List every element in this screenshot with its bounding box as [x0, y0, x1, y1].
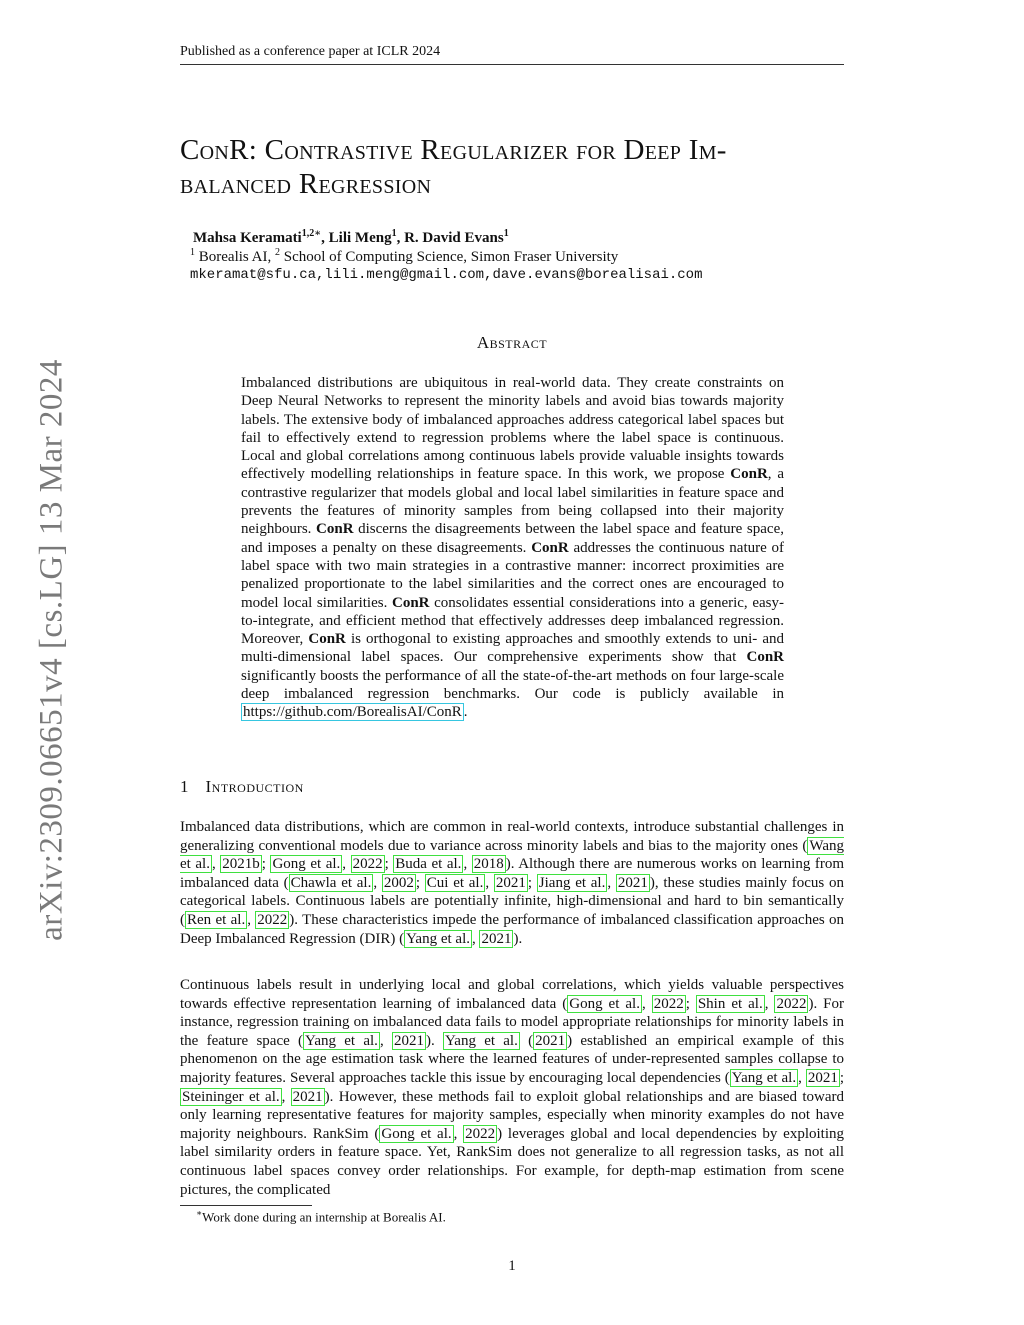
- section-title: Introduction: [205, 777, 304, 796]
- citation-link[interactable]: Shin et al.: [697, 995, 763, 1012]
- footnote: [196, 1208, 446, 1225]
- citation-link[interactable]: 2018: [473, 856, 504, 873]
- citation-link[interactable]: 2021b: [222, 856, 260, 873]
- citation-link[interactable]: 2022: [776, 995, 807, 1012]
- citation-link[interactable]: Gong et al.: [569, 995, 640, 1012]
- author-affil-sup: 1: [391, 228, 397, 239]
- citation-link[interactable]: 2021: [807, 1069, 838, 1086]
- citation-link[interactable]: 2021: [481, 930, 512, 947]
- title-line-1: ConR: Contrastive Regularizer for Deep Im-: [180, 134, 727, 166]
- citation-link[interactable]: Yang et al.: [406, 930, 470, 947]
- citation-link[interactable]: 2021: [535, 1032, 566, 1049]
- citation-link[interactable]: 2022: [257, 911, 288, 928]
- intro-paragraph-1: Imbalanced data distributions, which are common in real-world contexts, introduce substantial challenges in generalizing conventional models due to variance across minority labels and bias to the majority ones ( Wang et al. , 2021b ; Gong et al. , 2022 ; Buda et al. , 2018 ). Although there are numerous works on learning from imbalanced data ( Chawla et al. , 2002 ; Cui et al. , 2021 ; Jiang et al. , 2021 ), these studies mainly focus on categorical labels. Continuous labels are potentially infinite, high-dimensional and hard to bin semantically ( Ren et al. , 2022 ). These characteristics impede the performance of imbalanced classification approaches on Deep Imbalanced Regression (DIR) ( Yang et al. , 2021 ).: [180, 819, 845, 947]
- author-affil-sup: 1,2: [301, 228, 315, 239]
- author-name: Lili Meng: [328, 230, 392, 246]
- affil-sup: 2: [275, 247, 280, 258]
- author-name: Mahsa Keramati: [193, 230, 302, 246]
- section-heading: [180, 777, 304, 797]
- title-line-2: balanced Regression: [180, 168, 432, 200]
- method-name: ConR: [316, 521, 354, 538]
- citation-link[interactable]: Jiang et al.: [538, 874, 606, 891]
- code-link[interactable]: https://github.com/BorealisAI/ConR: [243, 704, 462, 721]
- citation-link[interactable]: 2021: [617, 874, 648, 891]
- affil-sup: 1: [190, 247, 195, 258]
- affil-org: Borealis AI,: [195, 249, 275, 265]
- citation-link[interactable]: Buda et al.: [395, 856, 462, 873]
- citation-link[interactable]: Yang et al.: [731, 1069, 797, 1086]
- author-name: R. David Evans: [404, 230, 504, 246]
- citation-link[interactable]: Yang et al.: [305, 1032, 378, 1049]
- page-number: 1: [508, 1258, 516, 1274]
- citation-link[interactable]: 2022: [465, 1125, 496, 1142]
- citation-link[interactable]: Yang et al.: [444, 1032, 518, 1049]
- citation-link[interactable]: Ren et al.: [187, 911, 246, 928]
- citation-link[interactable]: 2021: [393, 1032, 424, 1049]
- citation-link[interactable]: 2022: [352, 856, 383, 873]
- footnote-text: Work done during an internship at Borealis AI.: [202, 1209, 446, 1225]
- method-name: ConR: [746, 649, 784, 666]
- affiliations: [190, 247, 618, 266]
- citation-link[interactable]: Gong et al.: [381, 1125, 452, 1142]
- footnote-divider: [180, 1205, 312, 1206]
- arxiv-identifier: arXiv:2309.06651v4 [cs.LG] 13 Mar 2024: [33, 359, 70, 941]
- method-name: ConR: [308, 631, 346, 648]
- method-name: ConR: [730, 466, 768, 483]
- citation-link[interactable]: Wang et al.: [180, 837, 844, 873]
- citation-link[interactable]: 2022: [653, 995, 684, 1012]
- citation-link[interactable]: 2021: [495, 874, 526, 891]
- intro-paragraph-2: Continuous labels result in underlying local and global correlations, which yields valuable perspectives towards effective representation learning of imbalanced data ( Gong et al. , 2022 ; Shin et al. , 2022 ). For instance, regression training on imbalanced data fails to model appropriate relationships for minority labels in the feature space ( Yang et al. , 2021 ). Yang et al. ( 2021 ) established an empirical example of this phenomenon on the age estimation task where the learned features of under-represented samples collapse to majority features. Several approaches tackle this issue by encouraging local dependencies ( Yang et al. , 2021 ; Steininger et al. , 2021 ). However, these methods fail to exploit global relationships and are biased toward only learning representative features for majority samples, especially when minority examples do not have majority neighbours. RankSim ( Gong et al. , 2022 ) leverages global and local dependencies by exploiting label similarity orders in feature space. Yet, RankSim does not generalize to all regression tasks, as not all continuous label spaces convey order relationships. For example, for depth-map estimation from scene pictures, the complicated: [180, 977, 845, 1198]
- author-affil-sup: 1: [503, 228, 509, 239]
- method-name: ConR: [531, 539, 569, 556]
- footnote-mark[interactable]: ∗: [314, 228, 322, 239]
- citation-link[interactable]: 2021: [292, 1088, 323, 1105]
- section-number: 1: [180, 777, 189, 796]
- citation-link[interactable]: Gong et al.: [272, 856, 341, 873]
- citation-link[interactable]: Cui et al.: [426, 874, 484, 891]
- citation-link[interactable]: 2002: [383, 874, 414, 891]
- abstract-heading: Abstract: [476, 333, 548, 352]
- author-emails: mkeramat@sfu.ca,lili.meng@gmail.com,dave.evans@borealisai.com: [190, 267, 703, 283]
- footnote-mark: ∗: [196, 1208, 203, 1218]
- citation-link[interactable]: Chawla et al.: [290, 874, 372, 891]
- author-list: Mahsa Keramati$^{1,2∗}$, Lili Meng$^1$, R. David Evans$^1$: [193, 228, 509, 246]
- paper-title: [180, 133, 850, 201]
- method-name: ConR: [391, 594, 430, 611]
- affil-org: School of Computing Science, Simon Fraser University: [280, 249, 619, 265]
- running-header: Published as a conference paper at ICLR 2024: [180, 44, 844, 65]
- citation-link[interactable]: Steininger et al.: [182, 1088, 280, 1105]
- abstract-body: Imbalanced distributions are ubiquitous in real-world data. They create constraints on Deep Neural Networks to represent the minority labels and avoid bias towards majority labels. The extensive body of imbalanced approaches address categorical label spaces but fail to effectively extend to regression problems where the label space is continuous. Local and global correlations among continuous labels provide valuable insights towards effectively modelling relationships in feature space. In this work, we propose ConR, a contrastive regularizer that models global and local label similarities in feature space and prevents the features of minority samples from being collapsed into their majority neighbours. ConR discerns the disagreements between the label space and feature space, and imposes a penalty on these disagreements. ConR addresses the continuous nature of label space with two main strategies in a contrastive manner: incorrect proximities are penalized proportionate to the label similarities and the correct ones are encouraged to model local similarities. ConR consolidates essential considerations into a generic, easy-to-integrate, and efficient method that effectively addresses deep imbalanced regression. Moreover, ConR is orthogonal to existing approaches and smoothly extends to uni- and multi-dimensional label spaces. Our comprehensive experiments show that ConR significantly boosts the performance of all the state-of-the-art methods on four large-scale deep imbalanced regression benchmarks. Our code is publicly available in https://github.com/BorealisAI/ConR .: [241, 375, 785, 721]
